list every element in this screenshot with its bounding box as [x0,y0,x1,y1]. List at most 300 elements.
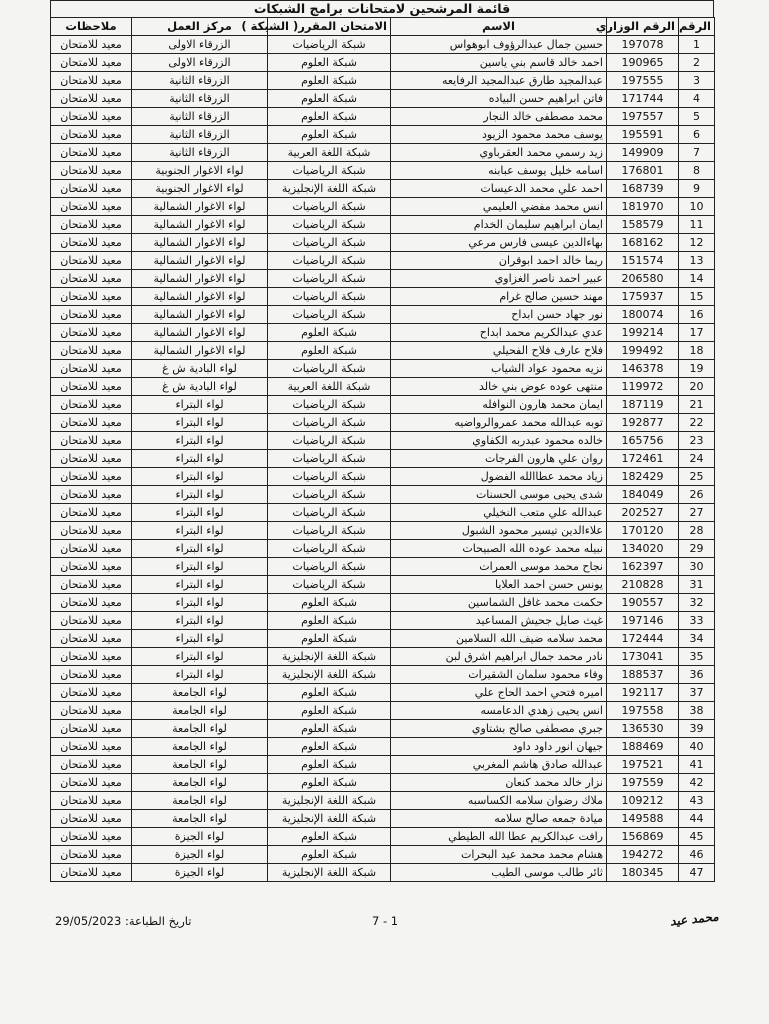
cell-name: ريما خالد احمد ابوقران [391,252,607,270]
cell-work-center: لواء البتراء [132,666,268,684]
cell-ministry-id: 175937 [607,288,679,306]
cell-work-center: لواء البتراء [132,522,268,540]
table-row [51,612,715,630]
cell-exam: شبكة اللغة الإنجليزية [268,864,391,882]
cell-exam: شبكة الرياضيات [268,486,391,504]
cell-exam: شبكة الرياضيات [268,522,391,540]
cell-work-center: لواء البتراء [132,558,268,576]
cell-name: عبدالله صادق هاشم المغربي [391,756,607,774]
cell-name: نزار خالد محمد كنعان [391,774,607,792]
header-notes: ملاحظات [51,18,132,36]
table-row [51,288,715,306]
cell-work-center: لواء البتراء [132,540,268,558]
cell-name: عبدالله علي متعب النخيلي [391,504,607,522]
cell-work-center: لواء البتراء [132,396,268,414]
table-row [51,756,715,774]
cell-notes: معيد للامتحان [51,144,132,162]
cell-work-center: لواء البتراء [132,486,268,504]
cell-number: 28 [679,522,715,540]
cell-name: نور جهاد حسن ابداح [391,306,607,324]
cell-ministry-id: 146378 [607,360,679,378]
cell-work-center: الزرقاء الثانية [132,108,268,126]
cell-work-center: لواء الاغوار الشمالية [132,198,268,216]
table-row [51,324,715,342]
cell-name: ايمان ابراهيم سليمان الخدام [391,216,607,234]
cell-ministry-id: 176801 [607,162,679,180]
cell-ministry-id: 197557 [607,108,679,126]
cell-number: 13 [679,252,715,270]
cell-notes: معيد للامتحان [51,666,132,684]
cell-name: نبيله محمد عوده الله الصبيحات [391,540,607,558]
cell-notes: معيد للامتحان [51,684,132,702]
cell-number: 22 [679,414,715,432]
cell-exam: شبكة الرياضيات [268,558,391,576]
cell-work-center: لواء الاغوار الشمالية [132,342,268,360]
cell-exam: شبكة العلوم [268,108,391,126]
cell-work-center: الزرقاء الثانية [132,72,268,90]
cell-exam: شبكة الرياضيات [268,432,391,450]
cell-notes: معيد للامتحان [51,198,132,216]
cell-number: 14 [679,270,715,288]
cell-name: يونس حسن احمد العلايا [391,576,607,594]
cell-exam: شبكة اللغة الإنجليزية [268,648,391,666]
cell-exam: شبكة الرياضيات [268,216,391,234]
print-date: تاريخ الطباعة: 29/05/2023 [55,914,192,928]
cell-work-center: لواء الجيزة [132,846,268,864]
table-row [51,828,715,846]
cell-ministry-id: 197146 [607,612,679,630]
cell-name: زيد رسمي محمد العقرباوي [391,144,607,162]
cell-work-center: الزرقاء الاولى [132,54,268,72]
cell-number: 44 [679,810,715,828]
cell-number: 8 [679,162,715,180]
cell-notes: معيد للامتحان [51,378,132,396]
cell-ministry-id: 184049 [607,486,679,504]
cell-work-center: لواء الجامعة [132,738,268,756]
cell-exam: شبكة العلوم [268,774,391,792]
table-row [51,252,715,270]
cell-number: 3 [679,72,715,90]
cell-exam: شبكة اللغة العربية [268,144,391,162]
cell-work-center: لواء الاغوار الشمالية [132,234,268,252]
cell-work-center: لواء البتراء [132,504,268,522]
cell-notes: معيد للامتحان [51,90,132,108]
cell-notes: معيد للامتحان [51,306,132,324]
cell-name: رافت عبدالكريم عطا الله الطيطي [391,828,607,846]
table-row [51,36,715,54]
cell-notes: معيد للامتحان [51,180,132,198]
cell-name: خالده محمود عبدربه الكفاوي [391,432,607,450]
cell-name: علاءالدين تيسير محمود الشبول [391,522,607,540]
cell-notes: معيد للامتحان [51,702,132,720]
cell-name: نزيه محمود عواد الشياب [391,360,607,378]
cell-ministry-id: 188469 [607,738,679,756]
cell-name: بهاءالدين عيسى فارس مرعي [391,234,607,252]
handwritten-signature: محمد عيد [669,909,720,929]
cell-exam: شبكة العلوم [268,72,391,90]
table-row [51,558,715,576]
cell-ministry-id: 168739 [607,180,679,198]
cell-work-center: لواء البتراء [132,612,268,630]
cell-exam: شبكة العلوم [268,702,391,720]
cell-work-center: لواء الجامعة [132,720,268,738]
cell-ministry-id: 151574 [607,252,679,270]
cell-ministry-id: 182429 [607,468,679,486]
cell-work-center: لواء الاغوار الشمالية [132,270,268,288]
cell-notes: معيد للامتحان [51,108,132,126]
cell-notes: معيد للامتحان [51,54,132,72]
cell-name: ثائر طالب موسى الطيب [391,864,607,882]
table-row [51,360,715,378]
cell-work-center: لواء البتراء [132,576,268,594]
cell-work-center: لواء الاغوار الشمالية [132,252,268,270]
table-row [51,432,715,450]
table-row [51,126,715,144]
table-row [51,216,715,234]
cell-number: 11 [679,216,715,234]
cell-work-center: الزرقاء الثانية [132,90,268,108]
cell-notes: معيد للامتحان [51,864,132,882]
table-row [51,72,715,90]
candidates-table [50,17,715,882]
cell-number: 31 [679,576,715,594]
cell-number: 26 [679,486,715,504]
table-row [51,306,715,324]
cell-number: 36 [679,666,715,684]
cell-ministry-id: 119972 [607,378,679,396]
cell-ministry-id: 162397 [607,558,679,576]
cell-name: روان علي هارون الفرجات [391,450,607,468]
table-row [51,630,715,648]
cell-ministry-id: 195591 [607,126,679,144]
cell-notes: معيد للامتحان [51,126,132,144]
cell-name: ميادة جمعه صالح سلامه [391,810,607,828]
cell-exam: شبكة الرياضيات [268,270,391,288]
cell-number: 23 [679,432,715,450]
cell-number: 4 [679,90,715,108]
cell-name: احمد علي محمد الدعيسات [391,180,607,198]
header-name: الاسم [391,18,607,36]
table-row [51,180,715,198]
table-row [51,522,715,540]
cell-name: جبري مصطفى صالح بشتاوي [391,720,607,738]
cell-name: هشام محمد محمد عيد البحرات [391,846,607,864]
cell-notes: معيد للامتحان [51,648,132,666]
cell-notes: معيد للامتحان [51,252,132,270]
cell-notes: معيد للامتحان [51,846,132,864]
cell-ministry-id: 202527 [607,504,679,522]
cell-notes: معيد للامتحان [51,270,132,288]
cell-number: 20 [679,378,715,396]
cell-name: اسامه خليل يوسف عبابنه [391,162,607,180]
cell-notes: معيد للامتحان [51,720,132,738]
cell-number: 30 [679,558,715,576]
cell-work-center: الزرقاء الاولى [132,36,268,54]
cell-name: فلاح عارف فلاح الفحيلي [391,342,607,360]
cell-number: 39 [679,720,715,738]
cell-number: 12 [679,234,715,252]
cell-exam: شبكة اللغة الإنجليزية [268,180,391,198]
cell-ministry-id: 109212 [607,792,679,810]
cell-name: يوسف محمد محمود الزيود [391,126,607,144]
cell-exam: شبكة العلوم [268,126,391,144]
cell-notes: معيد للامتحان [51,162,132,180]
cell-number: 46 [679,846,715,864]
cell-name: اميره فتحي احمد الحاج علي [391,684,607,702]
cell-number: 24 [679,450,715,468]
cell-notes: معيد للامتحان [51,234,132,252]
cell-name: فاتن ابراهيم حسن البياده [391,90,607,108]
cell-notes: معيد للامتحان [51,414,132,432]
cell-exam: شبكة اللغة الإنجليزية [268,666,391,684]
cell-number: 35 [679,648,715,666]
cell-exam: شبكة العلوم [268,846,391,864]
cell-number: 16 [679,306,715,324]
cell-number: 10 [679,198,715,216]
cell-notes: معيد للامتحان [51,612,132,630]
cell-number: 5 [679,108,715,126]
cell-notes: معيد للامتحان [51,576,132,594]
cell-exam: شبكة الرياضيات [268,468,391,486]
cell-notes: معيد للامتحان [51,36,132,54]
cell-work-center: الزرقاء الثانية [132,126,268,144]
cell-ministry-id: 197521 [607,756,679,774]
cell-work-center: لواء البادية ش غ [132,378,268,396]
cell-work-center: لواء البتراء [132,594,268,612]
cell-exam: شبكة العلوم [268,756,391,774]
cell-work-center: لواء الاغوار الجنوبية [132,180,268,198]
cell-notes: معيد للامتحان [51,504,132,522]
cell-ministry-id: 149588 [607,810,679,828]
cell-notes: معيد للامتحان [51,72,132,90]
cell-exam: شبكة العلوم [268,828,391,846]
table-row [51,378,715,396]
cell-name: نجاح محمد موسى العمرات [391,558,607,576]
cell-number: 1 [679,36,715,54]
cell-notes: معيد للامتحان [51,828,132,846]
cell-notes: معيد للامتحان [51,558,132,576]
cell-ministry-id: 168162 [607,234,679,252]
cell-work-center: لواء البتراء [132,414,268,432]
cell-ministry-id: 188537 [607,666,679,684]
cell-exam: شبكة الرياضيات [268,36,391,54]
cell-work-center: لواء الجامعة [132,810,268,828]
cell-ministry-id: 156869 [607,828,679,846]
cell-name: توبه عبدالله محمد عمروالرواضيه [391,414,607,432]
cell-ministry-id: 199214 [607,324,679,342]
table-row [51,504,715,522]
header-work-center: مركز العمل [132,18,268,36]
page-number: 7 - 1 [372,914,399,928]
cell-name: عبدالمجيد طارق عبدالمجيد الرفايعه [391,72,607,90]
cell-ministry-id: 190965 [607,54,679,72]
cell-exam: شبكة الرياضيات [268,198,391,216]
cell-exam: شبكة اللغة العربية [268,378,391,396]
cell-work-center: لواء الاغوار الجنوبية [132,162,268,180]
cell-exam: شبكة الرياضيات [268,414,391,432]
cell-work-center: لواء الاغوار الشمالية [132,288,268,306]
cell-notes: معيد للامتحان [51,468,132,486]
cell-exam: شبكة الرياضيات [268,540,391,558]
cell-number: 19 [679,360,715,378]
cell-notes: معيد للامتحان [51,450,132,468]
cell-number: 6 [679,126,715,144]
cell-exam: شبكة العلوم [268,90,391,108]
cell-exam: شبكة الرياضيات [268,306,391,324]
cell-ministry-id: 165756 [607,432,679,450]
cell-exam: شبكة اللغة الإنجليزية [268,792,391,810]
cell-work-center: لواء الجامعة [132,684,268,702]
cell-name: حكمت محمد غافل الشماسين [391,594,607,612]
cell-name: وفاء محمود سلمان الشقيرات [391,666,607,684]
cell-ministry-id: 158579 [607,216,679,234]
cell-work-center: لواء البتراء [132,630,268,648]
cell-notes: معيد للامتحان [51,522,132,540]
cell-ministry-id: 192117 [607,684,679,702]
cell-ministry-id: 134020 [607,540,679,558]
cell-ministry-id: 149909 [607,144,679,162]
cell-number: 41 [679,756,715,774]
table-row [51,774,715,792]
cell-name: احمد خالد قاسم بني ياسين [391,54,607,72]
cell-name: زياد محمد عطاالله الفضول [391,468,607,486]
cell-notes: معيد للامتحان [51,630,132,648]
cell-exam: شبكة الرياضيات [268,288,391,306]
cell-number: 42 [679,774,715,792]
cell-number: 18 [679,342,715,360]
cell-exam: شبكة الرياضيات [268,504,391,522]
cell-number: 7 [679,144,715,162]
cell-exam: شبكة الرياضيات [268,162,391,180]
table-row [51,468,715,486]
cell-name: غيث صايل جحيش المساعيد [391,612,607,630]
cell-name: انس محمد مفضي العليمي [391,198,607,216]
cell-ministry-id: 197555 [607,72,679,90]
table-row [51,864,715,882]
table-row [51,144,715,162]
cell-ministry-id: 180345 [607,864,679,882]
cell-notes: معيد للامتحان [51,594,132,612]
cell-work-center: لواء البتراء [132,468,268,486]
cell-work-center: لواء البتراء [132,648,268,666]
table-body [51,36,715,882]
cell-exam: شبكة العلوم [268,612,391,630]
cell-number: 34 [679,630,715,648]
cell-ministry-id: 173041 [607,648,679,666]
cell-name: عبير احمد ناصر الغزاوي [391,270,607,288]
cell-exam: شبكة الرياضيات [268,576,391,594]
cell-name: منتهى عوده عوض بني خالد [391,378,607,396]
cell-notes: معيد للامتحان [51,540,132,558]
cell-work-center: لواء الاغوار الشمالية [132,216,268,234]
cell-number: 43 [679,792,715,810]
cell-number: 33 [679,612,715,630]
page-footer [0,909,769,936]
cell-exam: شبكة اللغة الإنجليزية [268,810,391,828]
cell-ministry-id: 172461 [607,450,679,468]
cell-exam: شبكة الرياضيات [268,234,391,252]
cell-name: جيهان انور داود داود [391,738,607,756]
cell-name: ايمان محمد هارون النوافله [391,396,607,414]
cell-exam: شبكة العلوم [268,684,391,702]
cell-exam: شبكة العلوم [268,720,391,738]
table-row [51,648,715,666]
cell-exam: شبكة الرياضيات [268,396,391,414]
cell-ministry-id: 210828 [607,576,679,594]
cell-ministry-id: 192877 [607,414,679,432]
cell-notes: معيد للامتحان [51,216,132,234]
table-row [51,486,715,504]
cell-ministry-id: 194272 [607,846,679,864]
cell-ministry-id: 180074 [607,306,679,324]
cell-exam: شبكة العلوم [268,54,391,72]
cell-work-center: لواء الجامعة [132,774,268,792]
cell-number: 25 [679,468,715,486]
cell-number: 17 [679,324,715,342]
cell-name: انس يحيى زهدي الدعامسه [391,702,607,720]
table-row [51,684,715,702]
cell-name: عدي عبدالكريم محمد ابداح [391,324,607,342]
cell-notes: معيد للامتحان [51,324,132,342]
cell-notes: معيد للامتحان [51,288,132,306]
table-row [51,90,715,108]
table-row [51,594,715,612]
table-row [51,108,715,126]
header-ministry-id: الرقم الوزاري [607,18,679,36]
cell-number: 32 [679,594,715,612]
cell-number: 2 [679,54,715,72]
cell-number: 21 [679,396,715,414]
cell-exam: شبكة العلوم [268,342,391,360]
table-row [51,54,715,72]
cell-work-center: لواء الجيزة [132,864,268,882]
cell-work-center: الزرقاء الثانية [132,144,268,162]
table-row [51,270,715,288]
cell-name: مهند حسين صالح غرام [391,288,607,306]
cell-number: 45 [679,828,715,846]
cell-ministry-id: 199492 [607,342,679,360]
document-title: قائمة المرشحين لامتحانات برامج الشبكات [50,0,714,17]
cell-exam: شبكة العلوم [268,324,391,342]
table-row [51,666,715,684]
cell-number: 9 [679,180,715,198]
cell-notes: معيد للامتحان [51,342,132,360]
cell-work-center: لواء البادية ش غ [132,360,268,378]
table-row [51,342,715,360]
cell-number: 15 [679,288,715,306]
table-row [51,576,715,594]
cell-notes: معيد للامتحان [51,756,132,774]
cell-notes: معيد للامتحان [51,432,132,450]
cell-name: نادر محمد جمال ابراهيم اشرق لبن [391,648,607,666]
cell-name: محمد سلامه ضيف الله السلامين [391,630,607,648]
table-row [51,792,715,810]
cell-notes: معيد للامتحان [51,810,132,828]
cell-number: 27 [679,504,715,522]
cell-work-center: لواء الاغوار الشمالية [132,324,268,342]
cell-number: 38 [679,702,715,720]
header-number: الرقم [679,18,715,36]
cell-work-center: لواء الجيزة [132,828,268,846]
cell-work-center: لواء الاغوار الشمالية [132,306,268,324]
cell-exam: شبكة العلوم [268,630,391,648]
cell-exam: شبكة الرياضيات [268,450,391,468]
cell-notes: معيد للامتحان [51,360,132,378]
cell-ministry-id: 197559 [607,774,679,792]
cell-name: ملاك رضوان سلامه الكساسبه [391,792,607,810]
cell-notes: معيد للامتحان [51,396,132,414]
table-row [51,810,715,828]
